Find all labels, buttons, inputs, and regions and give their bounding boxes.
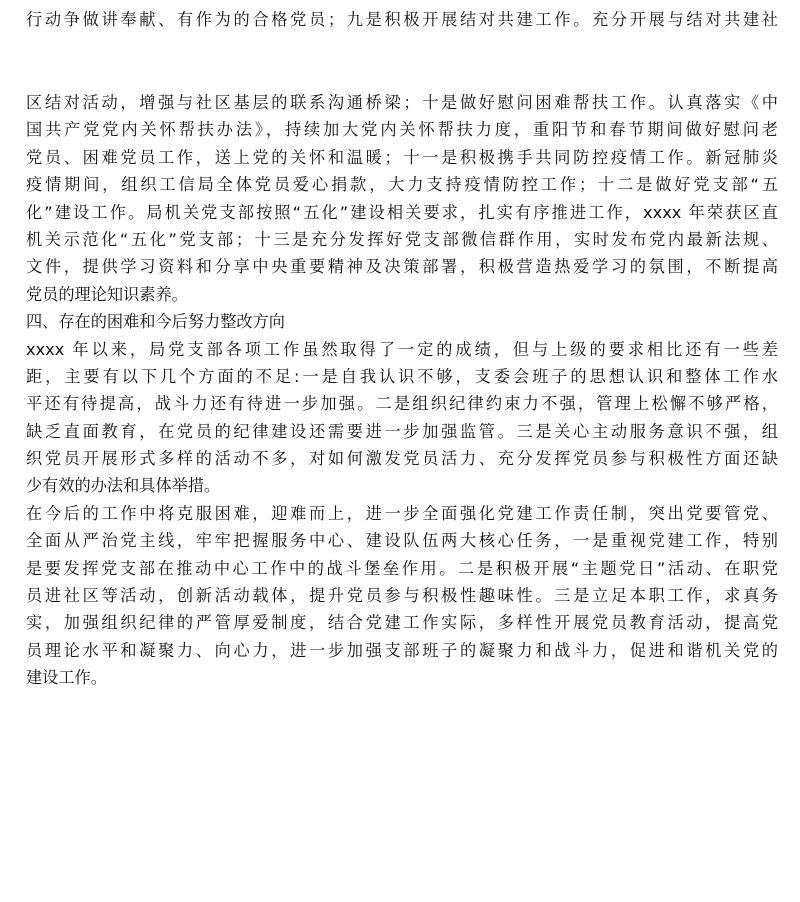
text-line: 实，加强组织纪律的严管厚爱制度，结合党建工作实际，多样性开展党员教育活动，提高党 [26,613,778,633]
text-block-main [26,89,778,692]
text-line: 员理论水平和凝聚力、向心力，进一步加强支部班子的凝聚力和战斗力，促进和谐机关党的 [26,640,778,660]
text-line: xxxx 年以来，局党支部各项工作虽然取得了一定的成绩，但与上级的要求相比还有一些差 [26,339,778,359]
text-line: 平还有待提高，战斗力还有待进一步加强。二是组织纪律约束力不强，管理上松懈不够严格， [26,394,778,414]
text-line: 疫情期间，组织工信局全体党员爱心捐款，大力支持疫情防控工作；十二是做好党支部“五 [26,175,778,195]
text-line: 距，主要有以下几个方面的不足:一是自我认识不够，支委会班子的思想认识和整体工作水 [26,366,778,386]
text-line: 在今后的工作中将克服困难，迎难而上，进一步全面强化党建工作责任制，突出党要管党、 [26,503,778,523]
text-line: 党员、困难党员工作，送上党的关怀和温暖；十一是积极携手共同防控疫情工作。新冠肺炎 [26,147,778,167]
text-line: 缺乏直面教育，在党员的纪律建设还需要进一步加强监管。三是关心主动服务意识不强，组 [26,421,778,441]
text-line: 文件，提供学习资料和分享中央重要精神及决策部署，积极营造热爱学习的氛围，不断提高 [26,257,778,277]
text-block-top-fragment [26,6,778,33]
text-line-paragraph-end: 党员的理论知识素养。 [26,284,188,304]
text-line: 区结对活动，增强与社区基层的联系沟通桥梁；十是做好慰问困难帮扶工作。认真落实《中 [26,93,778,112]
text-line: 国共产党党内关怀帮扶办法》，持续加大党内关怀帮扶力度，重阳节和春节期间做好慰问老 [26,120,778,140]
text-line: 是要发挥党支部在推动中心工作中的战斗堡垒作用。二是积极开展“主题党日”活动、在职党 [26,558,778,578]
text-line: 全面从严治党主线，牢牢把握服务中心、建设队伍两大核心任务，一是重视党建工作，特别 [26,531,778,551]
text-line: 织党员开展形式多样的活动不多，对如何激发党员活力、充分发挥党员参与积极性方面还缺 [26,449,778,469]
text-line-paragraph-end: 建设工作。 [26,668,107,688]
text-line: 化”建设工作。局机关党支部按照“五化”建设相关要求，扎实有序推进工作，xxxx 年荣获区直 [26,202,778,222]
text-line: 员进社区等活动，创新活动载体，提升党员参与积极性趣味性。三是立足本职工作，求真务 [26,586,778,606]
text-line: 机关示范化“五化”党支部；十三是充分发挥好党支部微信群作用，实时发布党内最新法规、 [26,229,778,249]
section-heading: 四、存在的困难和今后努力整改方向 [26,312,285,332]
text-line: 行动争做讲奉献、有作为的合格党员；九是积极开展结对共建工作。充分开展与结对共建社 [26,10,778,29]
text-line-paragraph-end: 少有效的办法和具体举措。 [26,476,221,496]
